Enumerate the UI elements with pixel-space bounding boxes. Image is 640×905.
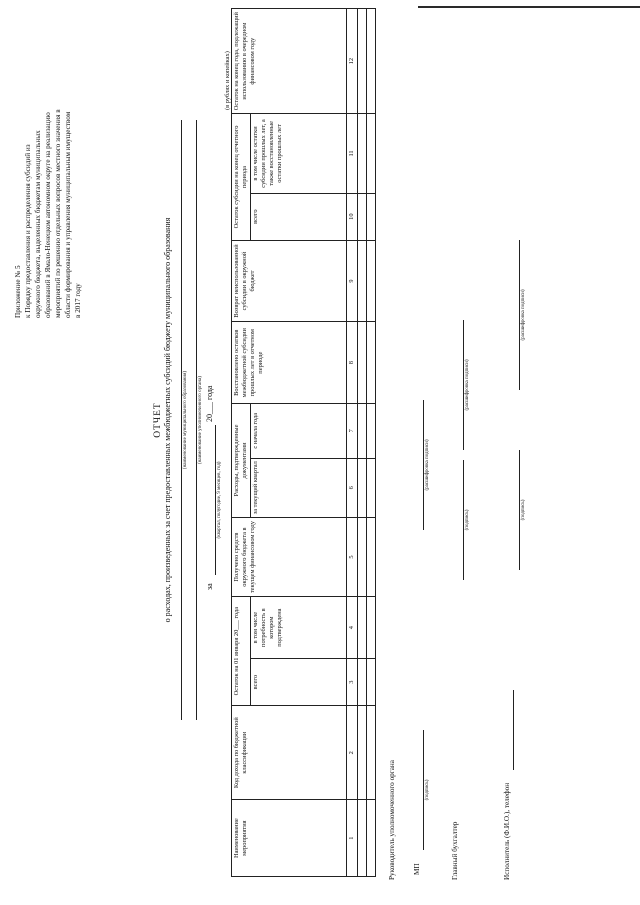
data-cell xyxy=(367,800,376,877)
period-year: 20___ года xyxy=(205,385,214,422)
appendix-line: в 2017 году xyxy=(74,283,82,318)
sign-executor-label: Исполнитель (Ф.И.О.), телефон xyxy=(503,782,511,880)
header-code: Код дохода по бюджетной классификации xyxy=(232,706,347,800)
executor-line xyxy=(513,690,514,770)
col-num: 7 xyxy=(347,404,358,458)
executor-sign-caption: (подпись) xyxy=(521,499,526,521)
head-sign-line xyxy=(423,730,424,850)
data-cell xyxy=(367,9,376,114)
col-num: 2 xyxy=(347,706,358,800)
col-num: 5 xyxy=(347,517,358,596)
col-num: 4 xyxy=(347,597,358,659)
chief-decode-line xyxy=(463,320,464,450)
data-cell xyxy=(358,322,367,404)
header-incl-prev: в том числе остатки субсидии прошлых лет, а также восстановленные остатки прошлых лет xyxy=(251,114,347,193)
appendix-line: мероприятий по решению отдельных вопросов местного значения в xyxy=(54,109,62,318)
period-line xyxy=(215,425,216,575)
data-cell xyxy=(358,706,367,800)
col-num: 1 xyxy=(347,800,358,877)
executor-decode-line xyxy=(519,240,520,390)
head-decode-caption: (расшифровка подписи) xyxy=(425,439,430,491)
appendix-line: окружного бюджета, выделенных бюджетам муниципальных xyxy=(34,130,42,318)
header-returned: Возврат неиспользованной субсидии в окружной бюджет xyxy=(232,240,347,322)
col-num: 8 xyxy=(347,322,358,404)
chief-decode-caption: (расшифровка подписи) xyxy=(465,359,470,411)
appendix-title: Приложение № 5 xyxy=(14,265,22,318)
data-cell xyxy=(367,659,376,706)
data-cell xyxy=(367,114,376,193)
executor-sign-line xyxy=(519,450,520,570)
header-rest-end: Остаток субсидии на конец отчетного периода xyxy=(232,114,251,240)
col-num: 10 xyxy=(347,193,358,240)
mo-name-line xyxy=(181,120,182,720)
report-title: ОТЧЕТ xyxy=(153,402,163,438)
report-title-block xyxy=(153,70,173,770)
data-cell xyxy=(367,240,376,322)
data-cell xyxy=(358,404,367,458)
head-decode-line xyxy=(423,400,424,530)
header-incl-need: в том числе потребность в котором подтверждена xyxy=(251,597,347,659)
data-cell xyxy=(367,322,376,404)
data-cell xyxy=(358,240,367,322)
col-num: 9 xyxy=(347,240,358,322)
header-all: всего xyxy=(251,659,347,706)
data-cell xyxy=(367,193,376,240)
organ-name-caption: (наименование уполномоченного органа) xyxy=(198,376,203,464)
header-restored: Восстановлено остатков межбюджетной субсидии прошлых лет в отчетном периоде xyxy=(232,322,347,404)
chief-sign-line xyxy=(463,460,464,580)
sign-head-label: Руководитель уполномоченного органа xyxy=(388,760,396,880)
data-cell xyxy=(358,659,367,706)
header-name: Наименование мероприятия xyxy=(232,800,347,877)
data-cell xyxy=(358,800,367,877)
data-cell xyxy=(367,597,376,659)
header-received: Получено средств окружного бюджета в текущем финансовом году xyxy=(232,517,347,596)
units-note: (в рублях и копейках) xyxy=(224,51,231,110)
header-cur-quarter: за текущий квартал xyxy=(251,458,347,517)
executor-decode-caption: (расшифровка подписи) xyxy=(521,289,526,341)
header-rest-year-end: Остаток на конец года, подлежащий использованию в очередном финансовом году xyxy=(232,9,347,114)
data-cell xyxy=(358,114,367,193)
data-cell xyxy=(367,404,376,458)
appendix-line: к Порядку предоставления и распределения субсидий из xyxy=(24,144,32,318)
header-year-start: с начала года xyxy=(251,404,347,458)
mo-name-caption: (наименование муниципального образования) xyxy=(183,370,188,470)
organ-name-line xyxy=(196,120,197,720)
col-num: 12 xyxy=(347,9,358,114)
appendix-block xyxy=(13,8,83,318)
appendix-line: образований в Ямало-Ненецком автономном округе на реализацию xyxy=(44,112,52,318)
rotated-document-page xyxy=(3,0,638,890)
data-cell xyxy=(358,193,367,240)
col-num: 3 xyxy=(347,659,358,706)
data-cell xyxy=(367,706,376,800)
head-sign-caption: (подпись) xyxy=(425,779,430,801)
data-cell xyxy=(358,517,367,596)
report-subtitle: о расходах, произведенных за счет предоставленных межбюджетных субсидий бюджету муниципального образования xyxy=(163,217,172,623)
col-num: 6 xyxy=(347,458,358,517)
chief-sign-caption: (подпись) xyxy=(465,509,470,531)
sign-chief-label: Главный бухгалтер xyxy=(451,821,459,880)
data-cell xyxy=(367,517,376,596)
header-rest-start: Остаток на 01 января 20___ года xyxy=(232,597,251,706)
period-caption: (квартал, полугодие, 9 месяцев, год) xyxy=(217,461,222,539)
data-cell xyxy=(358,597,367,659)
col-num: 11 xyxy=(347,114,358,193)
report-table xyxy=(231,8,376,877)
header-all-2: всего xyxy=(251,193,347,240)
data-cell xyxy=(358,9,367,114)
appendix-line: области формирования и управления муниципальным имуществом xyxy=(64,111,72,318)
data-cell xyxy=(358,458,367,517)
stamp-mp-label: МП xyxy=(413,863,421,875)
header-expenses: Расходы, подтвержденные документами xyxy=(232,404,251,518)
data-cell xyxy=(367,458,376,517)
period-prefix: за xyxy=(205,583,214,590)
